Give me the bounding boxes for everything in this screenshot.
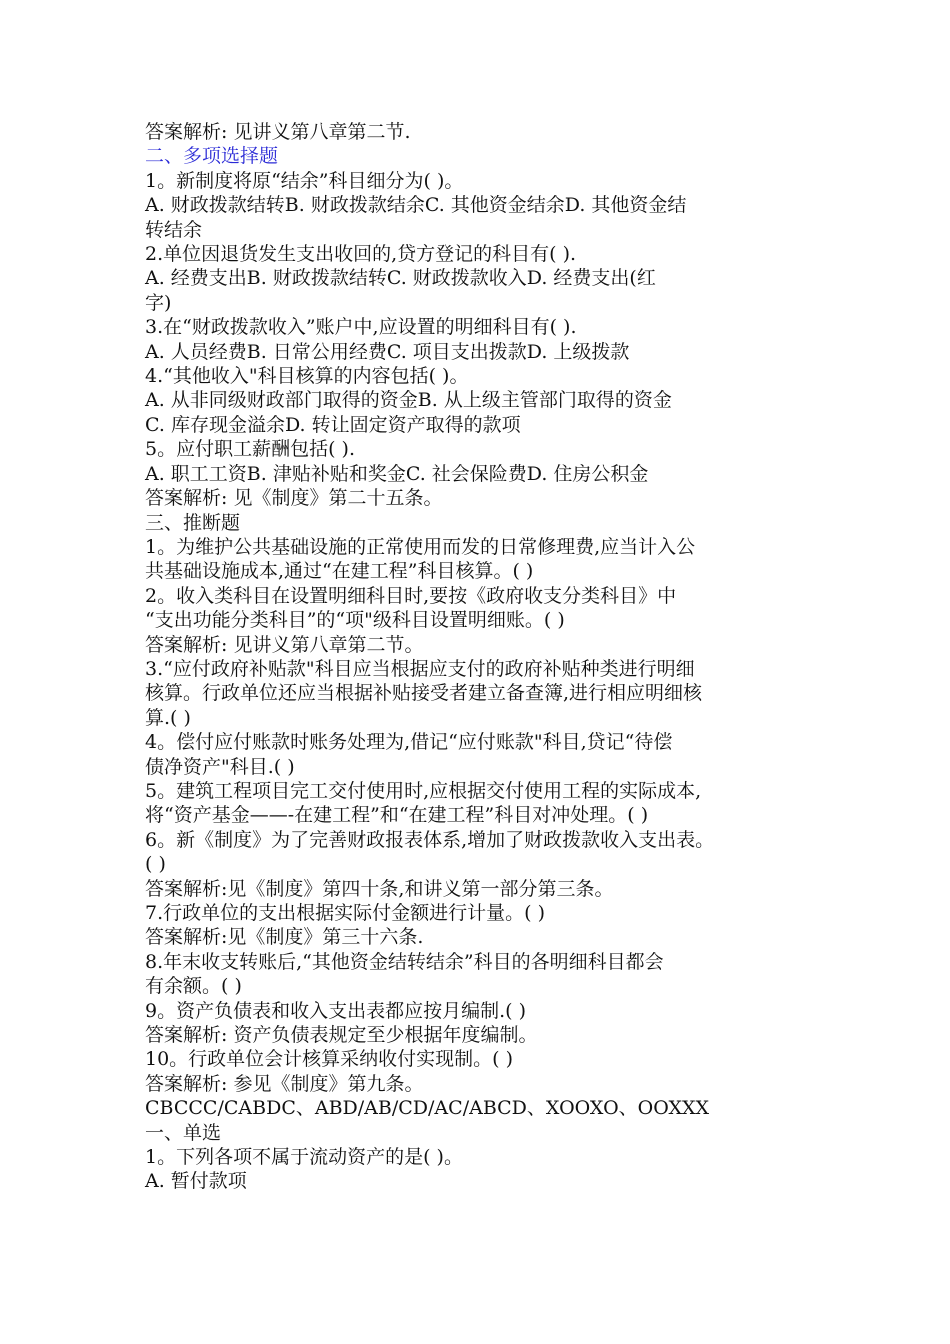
answer-analysis-text: 答案解析: 见讲义第八章第二节。: [145, 633, 424, 656]
question-text: 2.单位因退货发生支出收回的,贷方登记的科目有( ).: [145, 243, 577, 266]
question-text: 3.在“财政拨款收入”账户中,应设置的明细科目有( ).: [145, 316, 577, 339]
question-text: 2。收入类科目在设置明细科目时,要按《政府收支分类科目》中: [145, 584, 677, 607]
options-text: A. 财政拨款结转B. 财政拨款结余C. 其他资金结余D. 其他资金结: [145, 194, 687, 217]
question-text: 8.年末收支转账后,“其他资金结转结余”科目的各明细科目都会: [145, 950, 664, 973]
question-text: 1。新制度将原“结余”科目细分为( )。: [145, 169, 464, 192]
question-text: 3.“应付政府补贴款"科目应当根据应支付的政府补贴种类进行明细: [145, 657, 695, 680]
answer-analysis-text: 答案解析:见《制度》第三十六条.: [145, 926, 424, 949]
options-text: A. 从非同级财政部门取得的资金B. 从上级主管部门取得的资金: [145, 389, 672, 412]
answer-analysis-text: 答案解析: 见讲义第八章第二节.: [145, 121, 411, 143]
answer-analysis-text: 答案解析:见《制度》第四十条,和讲义第一部分第三条。: [145, 877, 614, 900]
question-text: 核算。行政单位还应当根据补贴接受者建立备查簿,进行相应明细核: [145, 682, 703, 705]
answer-analysis-text: 答案解析: 参见《制度》第九条。: [145, 1072, 424, 1095]
section-heading-judgment: 三、推断题: [145, 511, 241, 534]
document-body: [145, 120, 825, 1194]
options-text: A. 经费支出B. 财政拨款结转C. 财政拨款收入D. 经费支出(红: [145, 267, 656, 290]
question-text: 算.( ): [145, 706, 191, 729]
question-text: 5。应付职工薪酬包括( ).: [145, 438, 355, 461]
options-text: A. 暂付款项: [145, 1170, 247, 1193]
question-text: ( ): [145, 853, 166, 876]
question-text: 9。资产负债表和收入支出表都应按月编制.( ): [145, 999, 526, 1022]
options-text: A. 职工工资B. 津贴补贴和奖金C. 社会保险费D. 住房公积金: [145, 462, 649, 485]
question-text: 5。建筑工程项目完工交付使用时,应根据交付使用工程的实际成本,: [145, 779, 702, 802]
question-text: 1。为维护公共基础设施的正常使用而发的日常修理费,应当计入公: [145, 535, 696, 558]
answer-analysis-text: 答案解析: 资产负债表规定至少根据年度编制。: [145, 1024, 538, 1047]
options-text: 字): [145, 291, 172, 314]
options-text: C. 库存现金溢余D. 转让固定资产取得的款项: [145, 413, 521, 436]
question-text: 4.“其他收入"科目核算的内容包括( )。: [145, 365, 469, 388]
question-text: 6。新《制度》为了完善财政报表体系,增加了财政拨款收入支出表。: [145, 828, 715, 851]
question-text: 10。行政单位会计核算采纳收付实现制。( ): [145, 1048, 514, 1071]
question-text: 债净资产"科目.( ): [145, 755, 295, 778]
question-text: 共基础设施成本,通过“在建工程”科目核算。( ): [145, 560, 534, 583]
answer-key-text: CBCCC/CABDC、ABD/AB/CD/AC/ABCD、XOOXO、OOXXX: [145, 1097, 710, 1120]
question-text: 将“资产基金——-在建工程”和“在建工程”科目对冲处理。( ): [145, 804, 649, 827]
question-text: 7.行政单位的支出根据实际付金额进行计量。( ): [145, 902, 545, 924]
question-text: “支出功能分类科目”的“项"级科目设置明细账。( ): [145, 609, 565, 632]
section-heading-multiple-choice: 二、多项选择题: [145, 145, 279, 168]
question-text: 4。偿付应付账款时账务处理为,借记“应付账款"科目,贷记“待偿: [145, 731, 673, 754]
question-text: 有余额。( ): [145, 975, 242, 998]
answer-analysis-text: 答案解析: 见《制度》第二十五条。: [145, 487, 443, 510]
question-text: 1。下列各项不属于流动资产的是( )。: [145, 1146, 463, 1169]
options-text: 转结余: [145, 218, 203, 241]
options-text: A. 人员经费B. 日常公用经费C. 项目支出拨款D. 上级拨款: [145, 340, 630, 363]
section-heading-single-choice: 一、单选: [145, 1121, 222, 1144]
